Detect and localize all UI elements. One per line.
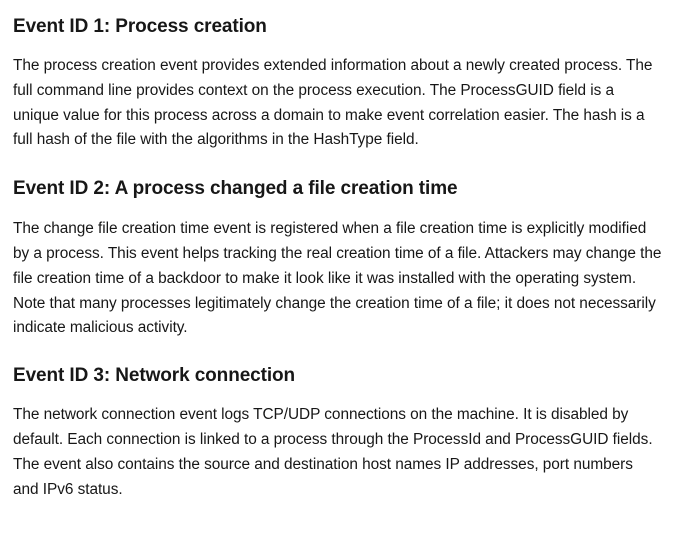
- section-event-id-3: [13, 341, 662, 502]
- section-paragraph: The change file creation time event is registered when a file creation time is explicitly modified by a process. This event helps tracking the real creation time of a file. Attackers may change the file creation time of a backdoor to make it look like it was installed with the operating system. Note that many processes legitimately change the creation time of a file; it does not necessarily indicate malicious activity.: [13, 220, 662, 337]
- section-paragraph: The network connection event logs TCP/UDP connections on the machine. It is disabled by default. Each connection is linked to a process through the ProcessId and ProcessGUID fields. The event also contains the source and destination host names IP addresses, port numbers and IPv6 status.: [13, 406, 653, 498]
- section-paragraph: The process creation event provides extended information about a newly created process. The full command line provides context on the process execution. The ProcessGUID field is a unique value for this process across a domain to make event correlation easier. The hash is a full hash of the file with the algorithms in the HashType field.: [13, 57, 653, 149]
- section-heading: Event ID 2: A process changed a file creation time: [13, 178, 458, 200]
- section-event-id-2: [13, 153, 662, 341]
- section-heading: Event ID 1: Process creation: [13, 16, 267, 37]
- section-heading: Event ID 3: Network connection: [13, 365, 296, 387]
- section-event-id-1: [13, 0, 662, 153]
